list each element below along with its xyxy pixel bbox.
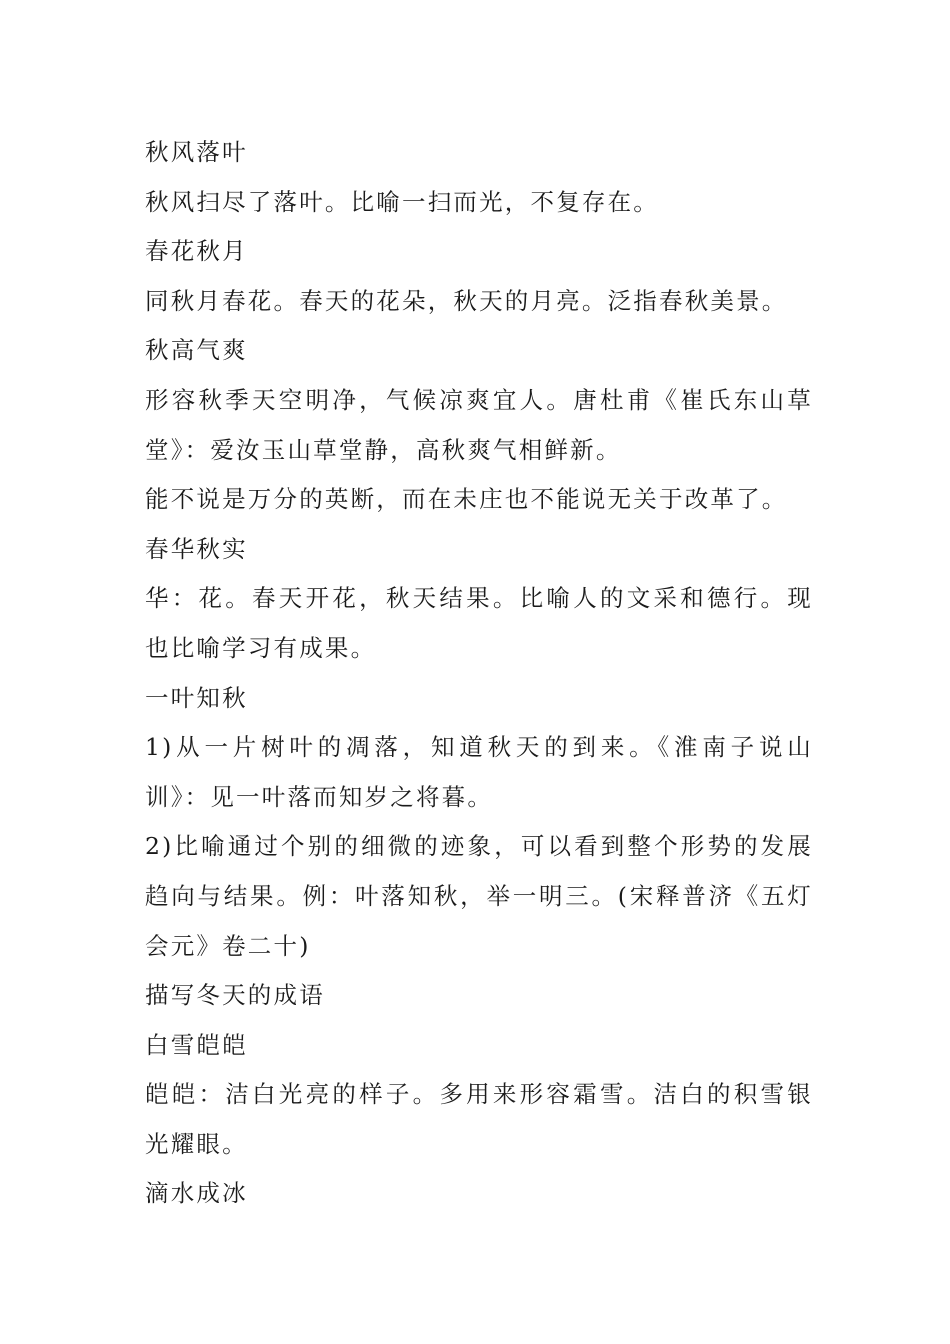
idiom-definition: 皑皑：洁白光亮的样子。多用来形容霜雪。洁白的积雪银光耀眼。 [145, 1080, 813, 1158]
idiom-definition: 形容秋季天空明净，气候凉爽宜人。唐杜甫《崔氏东山草堂》：爱汝玉山草堂静，高秋爽气相鲜新。 [145, 385, 813, 464]
idiom-heading: 滴水成冰 [145, 1179, 248, 1208]
idiom-heading: 秋高气爽 [145, 336, 248, 365]
idiom-heading: 春华秋实 [145, 534, 248, 563]
idiom-heading: 春花秋月 [145, 237, 248, 266]
section-heading: 描写冬天的成语 [145, 981, 325, 1010]
idiom-definition: 秋风扫尽了落叶。比喻一扫而光，不复存在。 [145, 187, 659, 216]
idiom-definition: 1)从一片树叶的凋落，知道秋天的到来。《淮南子说山训》：见一叶落而知岁之将暮。 [145, 733, 813, 811]
document-page [145, 128, 813, 1219]
idiom-definition: 同秋月春花。春天的花朵，秋天的月亮。泛指春秋美景。 [145, 286, 788, 315]
idiom-heading: 白雪皑皑 [145, 1030, 248, 1059]
body-paragraph: 能不说是万分的英断，而在未庄也不能说无关于改革了。 [145, 485, 788, 514]
idiom-heading: 一叶知秋 [145, 683, 248, 712]
idiom-definition: 华：花。春天开花，秋天结果。比喻人的文采和德行。现也比喻学习有成果。 [145, 584, 813, 662]
idiom-definition: 2)比喻通过个别的细微的迹象，可以看到整个形势的发展趋向与结果。例：叶落知秋，举一明三。(宋释普济《五灯会元》卷二十) [145, 832, 813, 960]
idiom-heading: 秋风落叶 [145, 138, 248, 166]
